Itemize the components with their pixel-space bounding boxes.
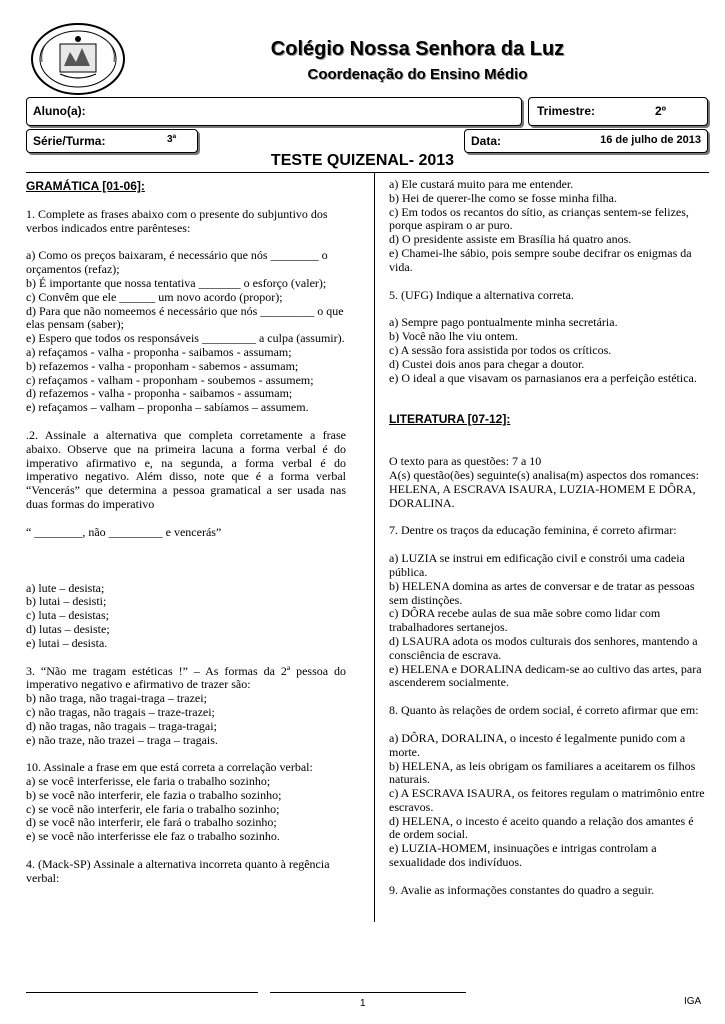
question-text: d) lutas – desiste; xyxy=(26,621,110,636)
question-text: b) É importante que nossa tentativa _______ o esforço (valer); xyxy=(26,275,327,290)
question-text: d) Para que não nomeemos é necessário que nós _________ o que elas pensam (saber); xyxy=(26,303,344,332)
spacer xyxy=(26,844,346,858)
spacer xyxy=(389,385,707,399)
student-label: Aluno(a): xyxy=(33,104,86,118)
date-value: 16 de julho de 2013 xyxy=(600,134,701,146)
question-text: 1. Complete as frases abaixo com o presente do subjuntivo dos verbos indicados entre parênteses: xyxy=(26,206,328,235)
question-text: e) Chamei-lhe sábio, pois sempre soube decifrar os enigmas da vida. xyxy=(389,245,692,274)
question-text: a) lute – desista; xyxy=(26,580,105,595)
spacer xyxy=(26,651,346,665)
spacer xyxy=(389,718,707,732)
question-text: e) não traze, não trazei – traga – tragais. xyxy=(26,732,218,747)
spacer xyxy=(26,568,346,582)
footer-line-left xyxy=(26,992,258,993)
question-text: d) LSAURA adota os modos culturais dos senhores, mantendo a consciência de escrava. xyxy=(389,633,698,662)
question-text: b) se você não interferir, ele fazia o trabalho sozinho; xyxy=(26,787,282,802)
spacer xyxy=(389,399,707,413)
question-text: a) se você interferisse, ele faria o trabalho sozinho; xyxy=(26,774,271,789)
question-text: O texto para as questões: 7 a 10 xyxy=(389,454,542,469)
spacer xyxy=(389,302,707,316)
question-text: e) LUZIA-HOMEM, insinuações e intrigas controlam a sexualidade dos indivíduos. xyxy=(389,841,657,870)
spacer xyxy=(26,554,346,568)
question-text: e) se você não interferisse ele faz o trabalho sozinho. xyxy=(26,829,280,844)
question-text: b) não traga, não tragai-traga – trazei; xyxy=(26,691,207,706)
question-text: d) Custei dois anos para chegar a doutor. xyxy=(389,356,585,371)
question-text: e) O ideal a que visavam os parnasianos era a perfeição estética. xyxy=(389,370,697,385)
date-field[interactable] xyxy=(464,129,708,153)
question-text: b) HELENA domina as artes de conversar e de tratar as pessoas sem distinções. xyxy=(389,578,695,607)
class-value: 3ª xyxy=(167,134,177,145)
department-name: Coordenação do Ensino Médio xyxy=(307,66,528,83)
footer-line-right xyxy=(270,992,466,993)
question-text: a) Sempre pago pontualmente minha secretária. xyxy=(389,315,618,330)
question-text: c) Convêm que ele ______ um novo acordo (propor); xyxy=(26,289,283,304)
trimester-value: 2º xyxy=(655,104,667,118)
question-text: a) LUZIA se instrui em edificação civil e constrói uma cadeia pública. xyxy=(389,551,685,579)
question-text: c) não tragas, não tragais – traze-trazei; xyxy=(26,704,215,719)
exam-title: TESTE QUIZENAL- 2013 xyxy=(270,152,455,169)
question-text: d) O presidente assiste em Brasília há quatro anos. xyxy=(389,232,632,247)
column-divider xyxy=(374,172,375,922)
spacer xyxy=(26,235,346,249)
question-text: c) A ESCRAVA ISAURA, os feitores regulam o matrimônio entre escravos. xyxy=(389,786,705,814)
spacer xyxy=(389,275,707,289)
question-text: c) luta – desistas; xyxy=(26,608,109,623)
question-text: e) lutai – desista. xyxy=(26,635,108,650)
question-text: 8. Quanto às relações de ordem social, é correto afirmar que em: xyxy=(389,703,699,718)
question-text: b) Você não lhe viu ontem. xyxy=(389,329,518,344)
question-text: d) refazemos - valha - proponha - saibamos - assumam; xyxy=(26,386,293,401)
spacer xyxy=(389,427,707,441)
trimester-field[interactable] xyxy=(528,97,708,126)
question-text: c) Em todos os recantos do sítio, as crianças sentem-se felizes, porque aspiram o ar puro. xyxy=(389,204,689,233)
question-text: A(s) questão(ões) seguinte(s) analisa(m) aspectos dos romances: HELENA, A ESCRAVA ISAURA, LUZIA-HOMEM E DÔRA, DORALINA. xyxy=(389,467,699,510)
question-text: .2. Assinale a alternativa que completa corretamente a frase abaixo. Observe que na primeira lacuna a forma verbal é do imperativo afirmativo e, na segunda, a forma verbal é do imperativo negativo. Além disso, note que é a forma verbal “Vencerás” que determina a pessoa gramatical a ser usada nas duas formas do imperativo xyxy=(26,427,346,511)
date-label: Data: xyxy=(471,134,502,148)
question-text: b) Hei de querer-lhe como se fosse minha filha. xyxy=(389,190,618,205)
question-text: d) HELENA, o incesto é aceito quando a relação dos amantes é de ordem social. xyxy=(389,813,694,842)
spacer xyxy=(26,512,346,526)
question-text: 7. Dentre os traços da educação feminina, é correto afirmar: xyxy=(389,523,677,538)
question-text: c) DÔRA recebe aulas de sua mãe sobre como lidar com trabalhadores sertanejos. xyxy=(389,606,661,635)
question-text: a) Ele custará muito para me entender. xyxy=(389,177,574,191)
student-name-field[interactable] xyxy=(26,97,522,126)
right-column xyxy=(389,178,707,898)
question-text: d) não tragas, não tragais – traga-tragai; xyxy=(26,718,217,733)
class-field[interactable] xyxy=(26,129,198,153)
question-text: e) HELENA e DORALINA dedicam-se ao cultivo das artes, para ascenderem socialmente. xyxy=(389,661,702,690)
question-text: b) HELENA, as leis obrigam os familiares a aceitarem os filhos naturais. xyxy=(389,758,696,787)
question-text: e) refaçamos – valham – proponha – sabíamos – assumem. xyxy=(26,400,309,415)
left-column xyxy=(26,180,346,886)
question-text: d) se você não interferir, ele fará o trabalho sozinho; xyxy=(26,815,277,830)
question-text: “ ________, não _________ e vencerás” xyxy=(26,524,222,539)
question-text: 4. (Mack-SP) Assinale a alternativa incorreta quanto à regência verbal: xyxy=(26,857,330,885)
question-text: 9. Avalie as informações constantes do quadro a seguir. xyxy=(389,882,655,897)
spacer xyxy=(389,510,707,524)
question-text: c) A sessão fora assistida por todos os críticos. xyxy=(389,342,612,357)
trimester-label: Trimestre: xyxy=(537,104,596,118)
section-heading: LITERATURA [07-12]: xyxy=(389,412,511,427)
title-divider xyxy=(26,172,709,173)
question-text: e) Espero que todos os responsáveis _________ a culpa (assumir). xyxy=(26,331,345,346)
question-text: 3. “Não me tragam estéticas !” – As formas da 2ª pessoa do imperativo negativo e afirmativo de trazer são: xyxy=(26,663,346,692)
school-seal-logo xyxy=(30,22,126,96)
question-text: 5. (UFG) Indique a alternativa correta. xyxy=(389,287,574,302)
spacer xyxy=(389,441,707,455)
spacer xyxy=(26,415,346,429)
question-text: 10. Assinale a frase em que está correta a correlação verbal: xyxy=(26,760,313,775)
spacer xyxy=(389,690,707,704)
question-text: b) lutai – desisti; xyxy=(26,594,107,609)
question-text: a) DÔRA, DORALINA, o incesto é legalmente punido com a morte. xyxy=(389,730,686,759)
footer-code: IGA xyxy=(684,996,702,1007)
spacer xyxy=(26,194,346,208)
class-label: Série/Turma: xyxy=(33,134,106,148)
spacer xyxy=(26,747,346,761)
question-text: c) se você não interferir, ele faria o trabalho sozinho; xyxy=(26,801,280,816)
section-heading: GRAMÁTICA [01-06]: xyxy=(26,179,145,193)
page-number: 1 xyxy=(360,998,366,1009)
spacer xyxy=(26,540,346,554)
question-text: b) refazemos - valha - proponham - sabemos - assumam; xyxy=(26,358,299,373)
question-text: c) refaçamos - valham - proponham - soubemos - assumem; xyxy=(26,372,314,387)
spacer xyxy=(389,538,707,552)
question-text: a) refaçamos - valha - proponha - saibamos - assumam; xyxy=(26,344,292,359)
school-name: Colégio Nossa Senhora da Luz xyxy=(270,38,565,60)
question-text: a) Como os preços baixaram, é necessário que nós ________ o orçamentos (refaz); xyxy=(26,248,328,277)
spacer xyxy=(389,870,707,884)
